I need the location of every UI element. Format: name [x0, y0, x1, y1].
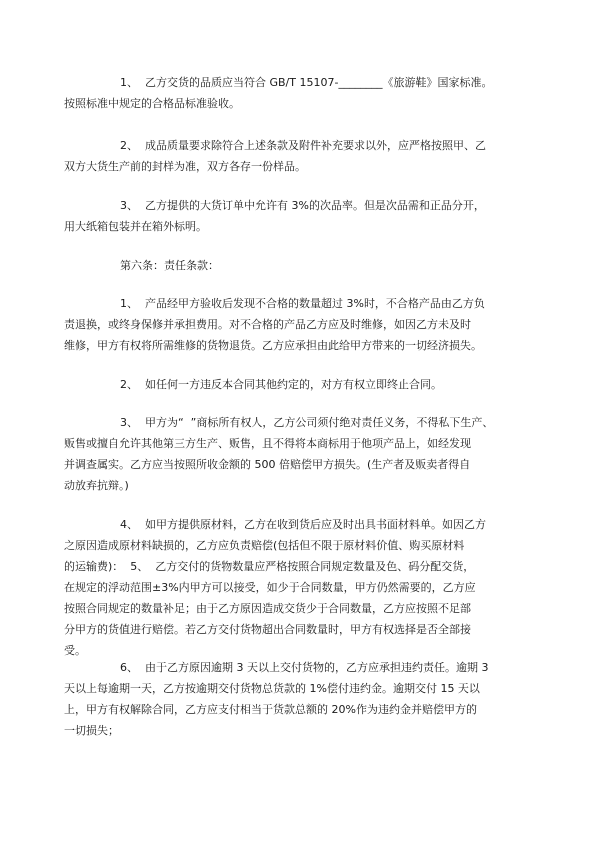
- text-line: 3、 乙方提供的大货订单中允许有 3%的次品率。但是次品需和正品分开，: [120, 199, 485, 212]
- text-line: 分甲方的货值进行赔偿。若乙方交付货物超出合同数量时，甲方有权选择是否全部接: [64, 623, 471, 636]
- section-heading-liability: [64, 255, 532, 276]
- text-line: 2、 成品质量要求除符合上述条款及附件补充要求以外，应严格按照甲、乙: [120, 139, 486, 152]
- text-line: 一切损失；: [64, 724, 119, 737]
- paragraph-sample-requirement: [64, 135, 532, 177]
- paragraph-liability-4-5: [64, 514, 532, 661]
- text-line: 之原因造成原材料缺损的，乙方应负责赔偿(包括但不限于原材料价值、购买原材料: [64, 539, 465, 552]
- text-line: 2、 如任何一方违反本合同其他约定的，对方有权立即终止合同。: [120, 378, 442, 391]
- paragraph-liability-6: [64, 657, 532, 741]
- text-line: 6、 由于乙方原因逾期 3 天以上交付货物的，乙方应承担违约责任。逾期 3: [120, 661, 489, 674]
- paragraph-quality-standard: [64, 72, 532, 114]
- paragraph-defect-rate: [64, 195, 532, 237]
- text-line: 在规定的浮动范围±3%内甲方可以接受，如少于合同数量，甲方仍然需要的，乙方应: [64, 581, 476, 594]
- text-line: 双方大货生产前的封样为准，双方各存一份样品。: [64, 160, 306, 173]
- text-line: 责退换，或终身保修并承担费用。对不合格的产品乙方应及时维修，如因乙方未及时: [64, 318, 471, 331]
- text-line: 按照标准中规定的合格品标准验收。: [64, 97, 240, 110]
- text-line: 4、 如甲方提供原材料，乙方在收到货后应及时出具书面材料单。如因乙方: [120, 518, 486, 531]
- paragraph-liability-1: [64, 293, 532, 356]
- paragraph-liability-2: [64, 374, 532, 395]
- text-line: 天以上每逾期一天，乙方按逾期交付货物总货款的 1%偿付违约金。逾期交付 15 天以: [64, 682, 480, 695]
- text-line: 并调查属实。乙方应当按照所收金额的 500 倍赔偿甲方损失。(生产者及贩卖者得自: [64, 458, 471, 471]
- text-line: 3、 甲方为“ ”商标所有权人，乙方公司须付绝对责任义务，不得私下生产、: [120, 416, 494, 429]
- text-line: 的运输费)： 5、 乙方交付的货物数量应严格按照合同规定数量及色、码分配交货，: [64, 560, 475, 573]
- text-line: 受。: [64, 644, 86, 657]
- section-heading-text: 第六条：责任条款：: [120, 259, 219, 272]
- text-line: 1、 产品经甲方验收后发现不合格的数量超过 3%时，不合格产品由乙方负: [120, 297, 485, 310]
- text-line: 贩售或擅自允许其他第三方生产、贩售，且不得将本商标用于他项产品上，如经发现: [64, 437, 471, 450]
- text-line: 动放弃抗辩。): [64, 479, 129, 492]
- text-line: 维修，甲方有权将所需维修的货物退货。乙方应承担由此给甲方带来的一切经济损失。: [64, 339, 482, 352]
- text-line: 按照合同规定的数量补足；由于乙方原因造成交货少于合同数量，乙方应按照不足部: [64, 602, 471, 615]
- paragraph-liability-3: [64, 412, 532, 496]
- text-line: 用大纸箱包装并在箱外标明。: [64, 220, 207, 233]
- text-line: 上，甲方有权解除合同，乙方应支付相当于货款总额的 20%作为违约金并赔偿甲方的: [64, 703, 477, 716]
- text-line: 1、 乙方交货的品质应当符合 GB/T 15107-________《旅游鞋》国家标准。: [120, 76, 493, 89]
